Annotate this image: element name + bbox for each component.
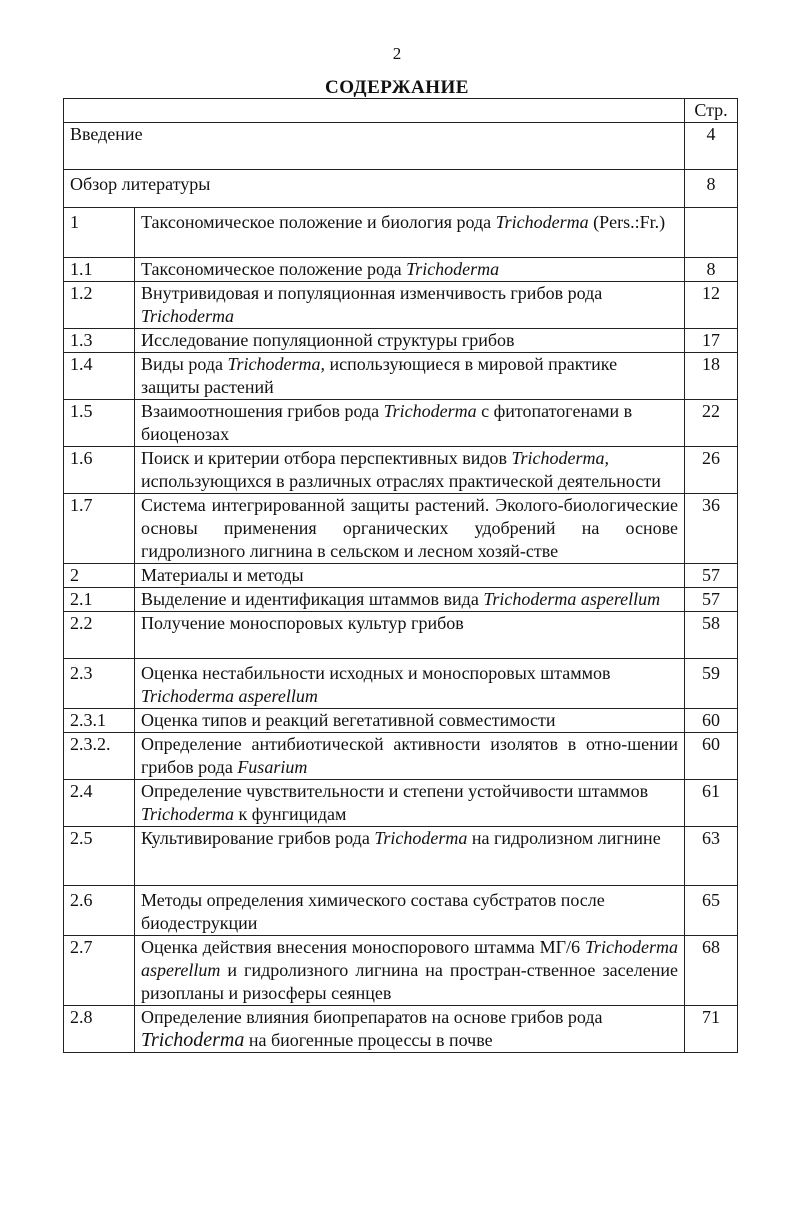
toc-row — [64, 886, 738, 936]
toc-title-text: Оценка типов и реакций вегетативной совместимости — [141, 710, 556, 730]
toc-title-text: Выделение и идентификация штаммов вида — [141, 589, 484, 609]
toc-title-text: (Pers.:Fr.) — [588, 212, 666, 232]
toc-title-text: к фунгицидам — [234, 804, 347, 824]
toc-row — [64, 564, 738, 588]
toc-row — [64, 733, 738, 780]
toc-row-number: 1.6 — [64, 447, 135, 494]
toc-row-title — [135, 564, 685, 588]
toc-title-text: Внутривидовая и популяционная изменчивость грибов рода — [141, 283, 603, 303]
toc-title-text: использующиеся в мировой практике защиты растений — [141, 354, 618, 397]
toc-row-page: 65 — [685, 886, 738, 936]
toc-row-review-page: 8 — [685, 170, 738, 208]
toc-row-title — [135, 208, 685, 258]
toc-title-text: Определение антибиотической активности изолятов в отно-шении грибов рода — [141, 734, 678, 777]
toc-title-text: Культивирование грибов рода — [141, 828, 375, 848]
toc-title-italic: Fusarium — [237, 757, 308, 777]
toc-row-number: 2.4 — [64, 780, 135, 827]
page-number: 2 — [392, 44, 402, 63]
toc-header-row — [64, 99, 738, 123]
toc-row-title — [135, 612, 685, 659]
toc-row — [64, 709, 738, 733]
toc-title-text: Таксономическое положение рода — [141, 259, 407, 279]
toc-row — [64, 936, 738, 1006]
toc-row-number: 1 — [64, 208, 135, 258]
toc-table — [63, 98, 738, 1053]
toc-title-text: на гидролизном лигнине — [467, 828, 661, 848]
toc-row — [64, 659, 738, 709]
toc-row-page: 8 — [685, 258, 738, 282]
toc-row — [64, 353, 738, 400]
toc-row-page: 22 — [685, 400, 738, 447]
toc-row — [64, 612, 738, 659]
toc-row-number: 2.5 — [64, 827, 135, 886]
toc-row-title — [135, 733, 685, 780]
toc-title-italic: Trichoderma — [141, 1029, 245, 1051]
toc-title-italic: Trichoderma — [383, 401, 477, 421]
toc-row-page: 59 — [685, 659, 738, 709]
toc-row-number: 2.1 — [64, 588, 135, 612]
toc-row-title — [135, 886, 685, 936]
toc-row — [64, 282, 738, 329]
toc-row-review — [64, 170, 738, 208]
toc-title-italic: Trichoderma asperellum — [141, 686, 318, 706]
toc-row-number: 2.6 — [64, 886, 135, 936]
page-title: СОДЕРЖАНИЕ — [325, 77, 469, 98]
toc-row-page: 36 — [685, 494, 738, 564]
toc-title-text: Виды рода — [141, 354, 228, 374]
toc-row-title — [135, 588, 685, 612]
toc-row-number: 1.5 — [64, 400, 135, 447]
toc-row-review-title: Обзор литературы — [64, 170, 685, 208]
toc-title-text: Система интегрированной защиты растений. Эколого-биологические основы применения органических удобрений на основе гидролизного лигнина в сельском и лесном хозяй-стве — [141, 495, 678, 561]
toc-row-number: 2.3.1 — [64, 709, 135, 733]
toc-row — [64, 400, 738, 447]
toc-title-italic: Trichoderma — [141, 804, 235, 824]
toc-row-title — [135, 282, 685, 329]
toc-row — [64, 827, 738, 886]
toc-row-number: 1.2 — [64, 282, 135, 329]
toc-row-title — [135, 936, 685, 1006]
toc-title-text: Методы определения химического состава субстратов после биодеструкции — [141, 890, 605, 933]
toc-row — [64, 588, 738, 612]
toc-title-italic: Trichoderma, — [227, 354, 326, 374]
toc-row-page: 18 — [685, 353, 738, 400]
toc-row-number: 2 — [64, 564, 135, 588]
toc-row-page: 60 — [685, 709, 738, 733]
toc-title-text: с фитопатогенами в биоценозах — [141, 401, 633, 444]
toc-row-title — [135, 258, 685, 282]
toc-row-title — [135, 400, 685, 447]
toc-title-italic: Trichoderma asperellum — [141, 937, 678, 980]
toc-row-number: 1.7 — [64, 494, 135, 564]
toc-row — [64, 494, 738, 564]
toc-row-page: 60 — [685, 733, 738, 780]
toc-row-title — [135, 494, 685, 564]
toc-row-number: 2.3.2. — [64, 733, 135, 780]
toc-row-number: 2.2 — [64, 612, 135, 659]
toc-row-intro-page: 4 — [685, 123, 738, 170]
toc-title-italic: Trichoderma — [495, 212, 589, 232]
toc-title-text: Получение моноспоровых культур грибов — [141, 613, 464, 633]
page-column-header: Стр. — [685, 99, 738, 123]
toc-row-page: 71 — [685, 1006, 738, 1053]
toc-row-number: 2.7 — [64, 936, 135, 1006]
toc-row-title — [135, 827, 685, 886]
toc-row-title — [135, 447, 685, 494]
toc-row — [64, 1006, 738, 1053]
toc-title-text: Определение чувствительности и степени устойчивости штаммов — [141, 781, 649, 801]
toc-row-page: 68 — [685, 936, 738, 1006]
toc-title-text: Материалы и методы — [141, 565, 304, 585]
toc-row — [64, 258, 738, 282]
toc-title-text: Таксономическое положение и биология рода — [141, 212, 496, 232]
toc-row-page: 61 — [685, 780, 738, 827]
toc-title-text: и гидролизного лигнина на простран-ственное заселение ризопланы и ризосферы сеянцев — [141, 960, 678, 1003]
toc-row-intro — [64, 123, 738, 170]
toc-row-page: 17 — [685, 329, 738, 353]
toc-row-number: 1.4 — [64, 353, 135, 400]
toc-title-italic: Trichoderma asperellum — [483, 589, 661, 609]
toc-row-title — [135, 780, 685, 827]
toc-row-number: 2.8 — [64, 1006, 135, 1053]
toc-title-italic: Trichoderma — [406, 259, 500, 279]
toc-row-page: 12 — [685, 282, 738, 329]
toc-row-number: 1.1 — [64, 258, 135, 282]
toc-title-text: на биогенные процессы в почве — [244, 1030, 493, 1050]
toc-row-intro-title: Введение — [64, 123, 685, 170]
toc-row — [64, 447, 738, 494]
toc-row — [64, 329, 738, 353]
toc-row-page: 26 — [685, 447, 738, 494]
toc-row-page — [685, 208, 738, 258]
toc-row-page: 58 — [685, 612, 738, 659]
toc-title-italic: Trichoderma, — [511, 448, 610, 468]
toc-row-title — [135, 659, 685, 709]
toc-row-page: 57 — [685, 588, 738, 612]
toc-row-title — [135, 709, 685, 733]
toc-row-title — [135, 329, 685, 353]
toc-row-title — [135, 353, 685, 400]
toc-title-text: Взаимоотношения грибов рода — [141, 401, 384, 421]
toc-title-italic: Trichoderma — [374, 828, 468, 848]
toc-title-text: Исследование популяционной структуры грибов — [141, 330, 515, 350]
toc-body — [64, 208, 738, 1053]
toc-title-italic: Trichoderma — [141, 306, 235, 326]
toc-title-text: использующихся в различных отраслях практической деятельности — [141, 471, 661, 491]
toc-row-title — [135, 1006, 685, 1053]
toc-row-page: 57 — [685, 564, 738, 588]
toc-row-number: 2.3 — [64, 659, 135, 709]
toc-title-text: Поиск и критерии отбора перспективных видов — [141, 448, 512, 468]
toc-row-page: 63 — [685, 827, 738, 886]
toc-title-text: Оценка нестабильности исходных и моноспоровых штаммов — [141, 663, 611, 683]
toc-row-number: 1.3 — [64, 329, 135, 353]
toc-title-text: Оценка действия внесения моноспорового штамма МГ/6 — [141, 937, 585, 957]
toc-row — [64, 780, 738, 827]
toc-title-text: Определение влияния биопрепаратов на основе грибов рода — [141, 1007, 603, 1027]
toc-row — [64, 208, 738, 258]
